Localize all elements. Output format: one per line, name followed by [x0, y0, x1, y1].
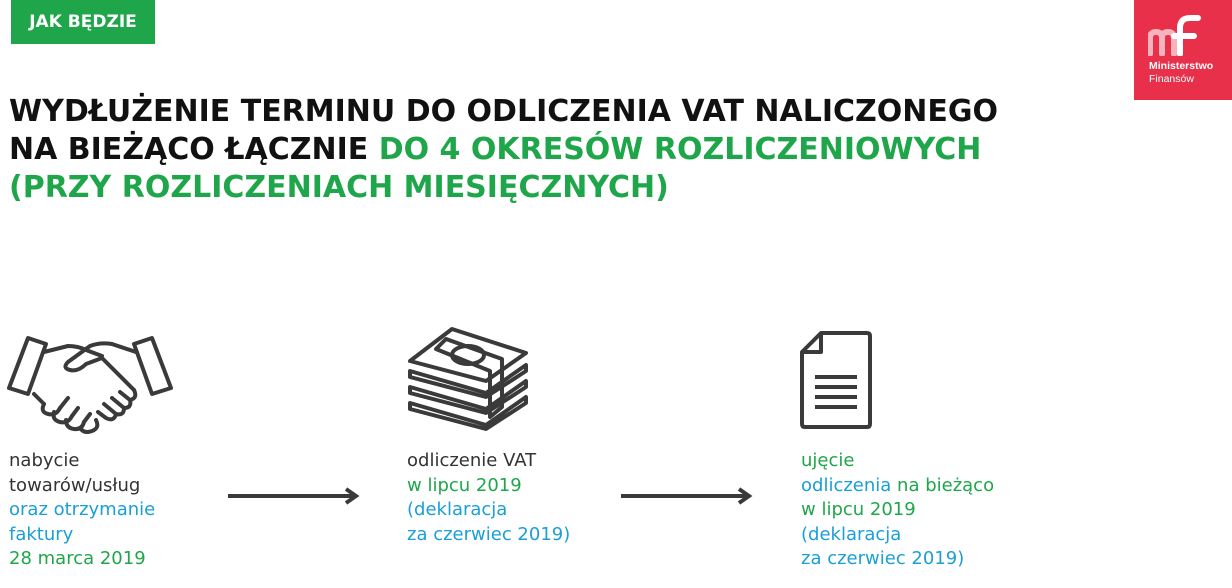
step-recognition [801, 449, 994, 572]
step-recognition-line-2-green: na bieżąco [891, 474, 995, 496]
arrow-right-icon [619, 486, 753, 506]
headline-line-3-green: (PRZY ROZLICZENIACH MIESIĘCZNYCH) [9, 170, 669, 205]
step-deduction-line-4: za czerwiec 2019) [407, 523, 571, 545]
step-deduction-line-2: w lipcu 2019 [407, 474, 522, 496]
headline-line-2-green: DO 4 OKRESÓW ROZLICZENIOWYCH [378, 132, 982, 167]
step-recognition-line-3: w lipcu 2019 [801, 499, 916, 521]
step-purchase-line-4: faktury [9, 523, 74, 545]
step-deduction-line-3: (deklaracja [407, 499, 508, 521]
logo-line-finance: Finansów [1149, 73, 1194, 85]
headline-line-1: WYDŁUŻENIE TERMINU DO ODLICZENIA VAT NALICZONEGO [9, 94, 999, 129]
step-purchase [9, 449, 155, 572]
step-purchase-line-1: nabycie [9, 450, 80, 471]
arrow-right-icon [226, 486, 360, 506]
logo-line-ministry: Ministerstwo [1149, 60, 1214, 72]
step-recognition-line-2 [801, 474, 994, 499]
step-purchase-line-3: oraz otrzymanie [9, 499, 156, 521]
step-deduction-line-1: odliczenie VAT [407, 450, 537, 471]
step-recognition-line-5: za czerwiec 2019) [801, 548, 965, 570]
headline-line-2-dark: NA BIEŻĄCO ŁĄCZNIE [9, 132, 379, 167]
handshake-icon [6, 334, 174, 434]
ministry-logo [1134, 0, 1232, 100]
section-badge: JAK BĘDZIE [11, 0, 155, 44]
money-stack-icon [406, 325, 530, 431]
step-purchase-date: 28 marca 2019 [9, 548, 146, 570]
page-headline [9, 93, 998, 207]
step-recognition-line-2-blue: odliczenia [801, 474, 892, 496]
step-recognition-line-4: (deklaracja [801, 523, 902, 545]
step-deduction [407, 449, 570, 547]
document-icon [799, 330, 873, 430]
mf-logo-icon [1148, 14, 1204, 56]
step-recognition-line-1: ujęcie [801, 450, 855, 471]
step-purchase-line-2: towarów/usług [9, 474, 141, 496]
